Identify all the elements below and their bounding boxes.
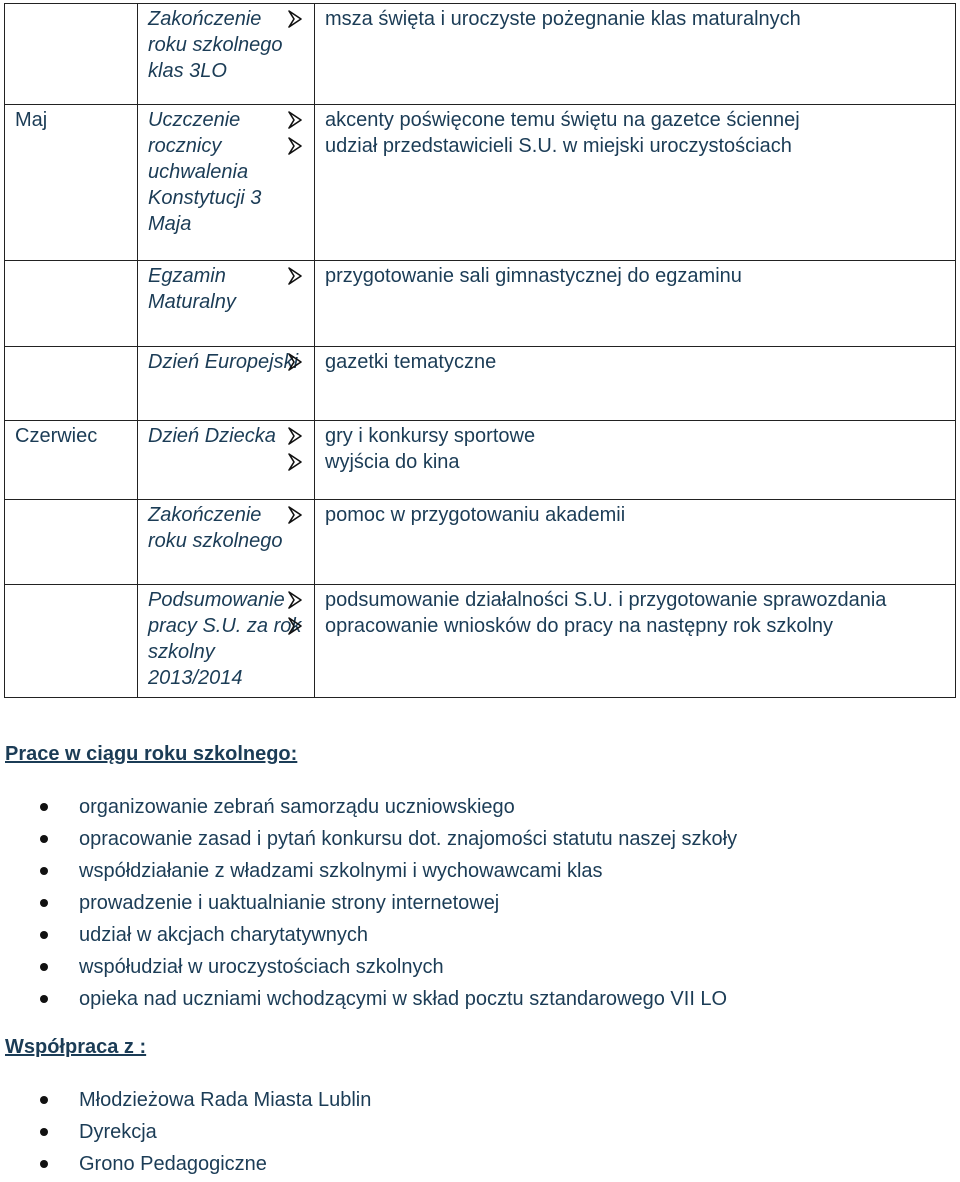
event-cell: Dzień Dziecka <box>138 421 315 500</box>
list-item: Grono Pedagogiczne <box>0 1148 371 1180</box>
arrowhead-bullet-icon <box>287 352 303 372</box>
bullet-dot-icon <box>40 867 48 875</box>
month-cell <box>5 500 138 585</box>
section-title-prace: Prace w ciągu roku szkolnego: <box>5 743 298 765</box>
list-item: udział przedstawicieli S.U. w miejski uroczystościach <box>325 133 945 159</box>
arrowhead-bullet-icon <box>287 452 303 472</box>
list-item: msza święta i uroczyste pożegnanie klas maturalnych <box>325 6 945 32</box>
section-title-wspolpraca: Współpraca z : <box>5 1036 147 1058</box>
list-item: wyjścia do kina <box>325 449 945 475</box>
list-item: gazetki tematyczne <box>325 349 945 375</box>
month-cell <box>5 585 138 698</box>
activities-list <box>325 349 945 375</box>
list-item: udział w akcjach charytatywnych <box>0 919 737 951</box>
event-cell: Podsumowanie pracy S.U. za rok szkolny 2013/2014 <box>138 585 315 698</box>
event-cell: Zakończenie roku szkolnego klas 3LO <box>138 4 315 105</box>
activities-cell <box>315 585 956 698</box>
table-row <box>5 261 956 347</box>
wspolpraca-list <box>0 1084 371 1180</box>
activities-list <box>325 6 945 32</box>
list-item: Dyrekcja <box>0 1116 371 1148</box>
bullet-dot-icon <box>40 995 48 1003</box>
table-row <box>5 4 956 105</box>
activities-list <box>325 423 945 475</box>
list-item: opieka nad uczniami wchodzącymi w skład pocztu sztandarowego VII LO <box>0 983 737 1015</box>
arrowhead-bullet-icon <box>287 590 303 610</box>
month-cell <box>5 347 138 421</box>
activities-cell <box>315 4 956 105</box>
arrowhead-bullet-icon <box>287 136 303 156</box>
month-cell <box>5 261 138 347</box>
bullet-dot-icon <box>40 835 48 843</box>
list-item: prowadzenie i uaktualnianie strony internetowej <box>0 887 737 919</box>
activities-cell <box>315 105 956 261</box>
table-row <box>5 585 956 698</box>
table-row <box>5 421 956 500</box>
bullet-dot-icon <box>40 1096 48 1104</box>
activities-cell <box>315 421 956 500</box>
bullet-dot-icon <box>40 963 48 971</box>
arrowhead-bullet-icon <box>287 505 303 525</box>
activities-list <box>325 263 945 289</box>
event-cell: Zakończenie roku szkolnego <box>138 500 315 585</box>
event-cell: Egzamin Maturalny <box>138 261 315 347</box>
list-item: organizowanie zebrań samorządu uczniowskiego <box>0 791 737 823</box>
list-item: opracowanie zasad i pytań konkursu dot. znajomości statutu naszej szkoły <box>0 823 737 855</box>
bullet-dot-icon <box>40 931 48 939</box>
arrowhead-bullet-icon <box>287 9 303 29</box>
list-item: gry i konkursy sportowe <box>325 423 945 449</box>
event-cell: Dzień Europejski <box>138 347 315 421</box>
bullet-dot-icon <box>40 1128 48 1136</box>
arrowhead-bullet-icon <box>287 426 303 446</box>
list-item: współdziałanie z władzami szkolnymi i wychowawcami klas <box>0 855 737 887</box>
activities-list <box>325 107 945 159</box>
list-item: pomoc w przygotowaniu akademii <box>325 502 945 528</box>
arrowhead-bullet-icon <box>287 616 303 636</box>
activities-cell <box>315 261 956 347</box>
activities-list <box>325 587 945 639</box>
event-cell: Uczczenie rocznicy uchwalenia Konstytucji 3 Maja <box>138 105 315 261</box>
arrowhead-bullet-icon <box>287 110 303 130</box>
list-item: akcenty poświęcone temu świętu na gazetce ściennej <box>325 107 945 133</box>
table-row <box>5 347 956 421</box>
list-item: przygotowanie sali gimnastycznej do egzaminu <box>325 263 945 289</box>
events-table <box>4 3 956 698</box>
table-row <box>5 500 956 585</box>
arrowhead-bullet-icon <box>287 266 303 286</box>
activities-cell <box>315 500 956 585</box>
list-item: podsumowanie działalności S.U. i przygotowanie sprawozdania <box>325 587 945 613</box>
month-cell: Maj <box>5 105 138 261</box>
bullet-dot-icon <box>40 803 48 811</box>
activities-list <box>325 502 945 528</box>
prace-list <box>0 791 737 1015</box>
month-cell <box>5 4 138 105</box>
month-cell: Czerwiec <box>5 421 138 500</box>
list-item: współudział w uroczystościach szkolnych <box>0 951 737 983</box>
list-item: opracowanie wniosków do pracy na następny rok szkolny <box>325 613 945 639</box>
list-item: Młodzieżowa Rada Miasta Lublin <box>0 1084 371 1116</box>
bullet-dot-icon <box>40 899 48 907</box>
table-row <box>5 105 956 261</box>
activities-cell <box>315 347 956 421</box>
bullet-dot-icon <box>40 1160 48 1168</box>
